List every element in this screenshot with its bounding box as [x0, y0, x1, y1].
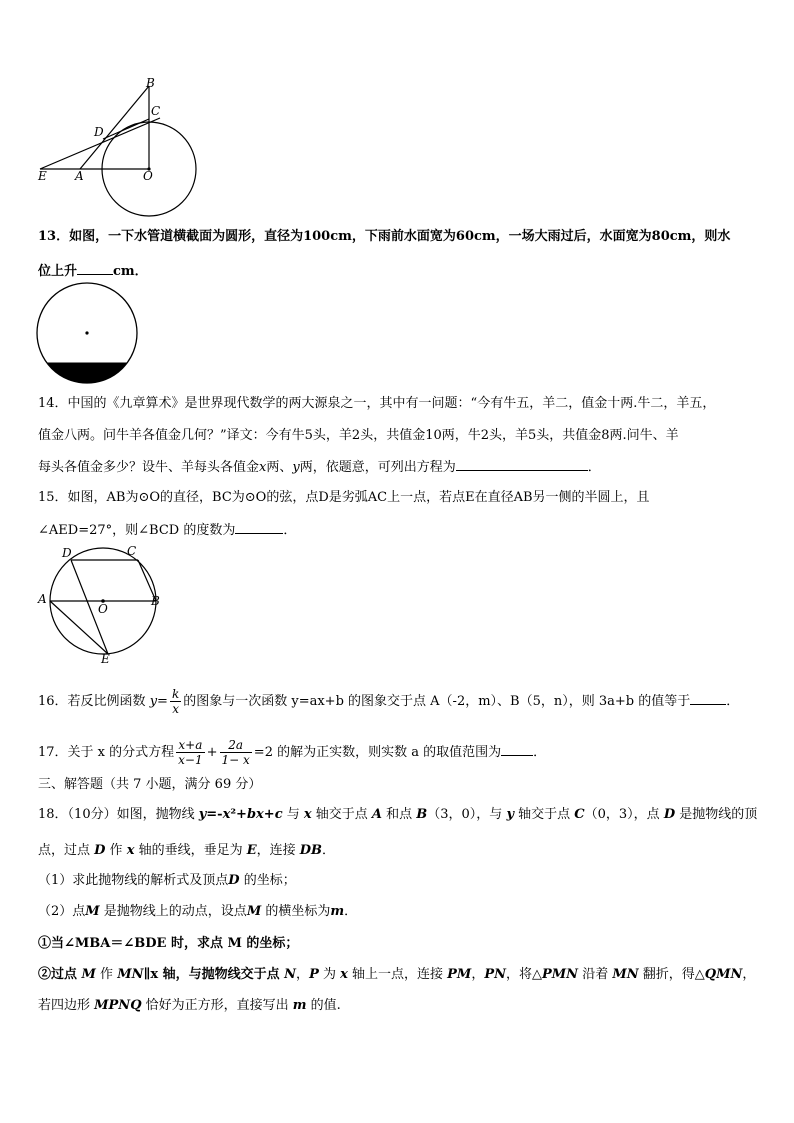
q18-l1-a: 18．（10分）如图，抛物线 — [38, 807, 199, 822]
q14-answer-blank[interactable] — [456, 458, 588, 471]
q18-c2-a: ②过点 — [38, 967, 82, 982]
q18-l1-x: x — [222, 807, 231, 822]
q13-line-2 — [38, 262, 148, 281]
fig15-label-b: B — [151, 594, 160, 608]
q14-line-1: 14．中国的《九章算术》是世界现代数学的两大源泉之一，其中有一问题：“今有牛五，羊二，值金十两.牛二，羊五， — [38, 396, 716, 411]
q18-l1-y2: y — [506, 807, 515, 822]
q17-fraction-1 — [176, 738, 204, 767]
fig12-label-e: E — [38, 169, 47, 183]
q18-l2-E: E — [246, 843, 257, 858]
fig12-label-c: C — [151, 104, 161, 118]
q18-p1-b: 的坐标； — [239, 873, 296, 888]
q17-frac2-num: 2a — [220, 738, 252, 753]
q14-text-d: ． — [587, 460, 601, 475]
q17-text-c: ． — [533, 745, 547, 760]
q17-text-a: 17．关于 x 的分式方程 — [38, 745, 175, 760]
q16-text-a: 16．若反比例函数 — [38, 694, 146, 709]
q18-case-2 — [38, 966, 755, 984]
q18-l1-D: D — [663, 807, 676, 822]
q14-line-3 — [38, 458, 601, 477]
q18-c3-MPNQ: MPNQ — [94, 998, 142, 1013]
q18-l2-i: ． — [322, 843, 336, 858]
q18-c2-u: ， — [742, 967, 756, 982]
q18-c2-P: P — [309, 967, 319, 982]
q18-c3-m: m — [292, 998, 307, 1013]
q18-l1-i: 与 — [282, 807, 304, 822]
q18-case-1: ①当∠MBA＝∠BDE 时，求点 M 的坐标； — [38, 936, 299, 951]
q18-p2-m: m — [330, 904, 345, 919]
q15-answer-blank[interactable] — [235, 521, 283, 534]
q18-l1-A: A — [371, 807, 382, 822]
q14-text-b: 两、 — [266, 460, 293, 475]
q18-c2-PM: PM — [447, 967, 472, 982]
q18-p2-c: 的横坐标为 — [261, 904, 331, 919]
q18-c3-c: 恰好为正方形，直接写出 — [141, 998, 293, 1013]
q18-l1-q: 轴交于点 — [514, 807, 575, 822]
q18-c2-i: 为 — [318, 967, 341, 982]
q18-l2-x: x — [126, 843, 135, 858]
q18-c2-c: 作 — [95, 967, 118, 982]
q18-l2-e: 轴的垂线，垂足为 — [134, 843, 247, 858]
q18-l1-k: 轴交于点 — [311, 807, 372, 822]
q18-c2-N: N — [284, 967, 297, 982]
q16-text-b: 的图象与一次函数 y=ax+b 的图象交于点 A（-2，m）、B（5，n），则 3a+b 的值等于 — [183, 694, 691, 709]
q14-line-2: 值金八两。问牛羊各值金几何？”译文：今有牛5头，羊2头，共值金10两，牛2头，羊5头，共值金8两.问牛、羊 — [38, 428, 679, 443]
q15-line-1: 15．如图，AB为⊙O的直径，BC为⊙O的弦，点D是劣弧AC上一点，若点E在直径AB另一侧的半圆上，且 — [38, 490, 650, 505]
q16-frac-den: x — [172, 702, 179, 716]
fig15-label-e: E — [101, 652, 110, 666]
q18-c2-x: x — [340, 967, 348, 982]
question-16 — [38, 682, 739, 722]
q18-l1-y: y — [198, 807, 207, 822]
fig15-label-c: C — [127, 544, 137, 558]
q18-c2-g: ， — [296, 967, 310, 982]
q13-text-a: 位上升 — [38, 264, 78, 279]
q18-p2-M: M — [85, 904, 100, 919]
q17-frac2-den: 1− x — [221, 753, 250, 767]
fig12-label-d: D — [94, 125, 104, 139]
q18-l1-plus: + — [263, 807, 275, 822]
q18-c2-s: 翻折，得△ — [638, 967, 705, 982]
question-17 — [38, 733, 546, 773]
q13-text-b: cm． — [113, 264, 148, 279]
q18-line-2 — [38, 842, 335, 860]
q18-l1-o: （3，0），与 — [427, 807, 507, 822]
fig15-label-a: A — [38, 592, 47, 606]
q14-var-x: x — [259, 460, 267, 475]
q14-text-c: 两，依题意，可列出方程为 — [299, 460, 456, 475]
q18-l1-m: 和点 — [382, 807, 417, 822]
q18-case-2-cont — [38, 997, 341, 1015]
fig12-label-b: B — [146, 76, 155, 90]
q13-line-1: 13．如图，一下水管道横截面为圆形，直径为100cm，下雨前水面宽为60cm，一场大雨过后，水面宽为80cm，则水 — [38, 229, 731, 244]
q18-c2-MN2: MN — [612, 967, 639, 982]
fig12-label-a: A — [75, 169, 84, 183]
q18-l1-u: 是抛物线的顶 — [675, 807, 758, 822]
figure-q12-drawing — [0, 0, 794, 230]
q18-l1-sq: ²+ — [230, 807, 247, 822]
q15-line-2 — [38, 521, 296, 540]
q18-c2-MN: MN — [117, 967, 144, 982]
q14-text-a: 每头各值金多少？设牛、羊每头各值金 — [38, 460, 260, 475]
q18-line-1 — [38, 806, 757, 824]
q14-var-y: y — [292, 460, 300, 475]
q18-l1-B: B — [416, 807, 428, 822]
q17-frac1-den: x−1 — [178, 753, 203, 767]
q18-l2-D: D — [94, 843, 106, 858]
q18-c3-a: 若四边形 — [38, 998, 95, 1013]
q18-l1-s: （0，3），点 — [584, 807, 664, 822]
q18-c2-q: 沿着 — [578, 967, 613, 982]
q18-p2-b: 是抛物线上的动点，设点 — [99, 904, 247, 919]
q16-frac-num: k — [171, 687, 180, 701]
q18-p2-M2: M — [246, 904, 262, 919]
q18-l2-a: 点，过点 — [38, 843, 95, 858]
q16-text-c: ． — [726, 694, 740, 709]
q18-c3-e: 的值. — [306, 998, 341, 1013]
q17-text-b: =2 的解为正实数，则实数 a 的取值范围为 — [253, 745, 502, 760]
q18-l1-c: c — [274, 807, 283, 822]
q15-text-a: ∠AED=27°，则∠BCD 的度数为 — [38, 523, 236, 538]
q18-c2-M: M — [81, 967, 96, 982]
q17-plus: + — [206, 745, 218, 760]
q16-answer-blank[interactable] — [690, 692, 726, 705]
fig15-label-o: O — [98, 602, 108, 616]
q17-answer-blank[interactable] — [501, 743, 533, 756]
q17-frac1-num: x+a — [176, 738, 204, 753]
q18-p2-d: ． — [344, 904, 358, 919]
q18-l1-bx: bx — [246, 807, 264, 822]
q16-eq: = — [157, 694, 168, 709]
q18-c2-m: ， — [471, 967, 485, 982]
q18-c2-k: 轴上一点，连接 — [347, 967, 448, 982]
q17-fraction-2 — [220, 738, 252, 767]
q18-c2-o: ，将△ — [506, 967, 542, 982]
q18-l1-x2: x — [303, 807, 312, 822]
section-3-title: 三、解答题（共 7 小题，满分 69 分） — [38, 777, 262, 792]
q18-part-2 — [38, 903, 357, 921]
q18-l2-c: 作 — [105, 843, 127, 858]
q13-answer-blank[interactable] — [77, 262, 113, 275]
q18-c2-PN: PN — [484, 967, 506, 982]
q18-p1-a: （1）求此抛物线的解析式及顶点 — [38, 873, 229, 888]
q18-l1-eq: =- — [206, 807, 223, 822]
q18-part-1 — [38, 872, 296, 890]
q18-p1-D: D — [228, 873, 240, 888]
fig12-label-o: O — [143, 169, 153, 183]
q18-c2-QMN: QMN — [704, 967, 743, 982]
figure-q13-pipe — [37, 289, 157, 399]
q15-text-b: ． — [283, 523, 297, 538]
fig15-label-d: D — [62, 546, 72, 560]
q16-fraction — [170, 687, 181, 716]
q18-l2-DB: DB — [299, 843, 323, 858]
q18-l1-C: C — [574, 807, 585, 822]
q18-c2-PMN: PMN — [542, 967, 579, 982]
q18-c2-e: ∥x 轴，与抛物线交于点 — [143, 967, 285, 982]
q18-p2-a: （2）点 — [38, 904, 86, 919]
q16-var-y: y — [149, 694, 158, 709]
q18-l2-g: ，连接 — [256, 843, 300, 858]
